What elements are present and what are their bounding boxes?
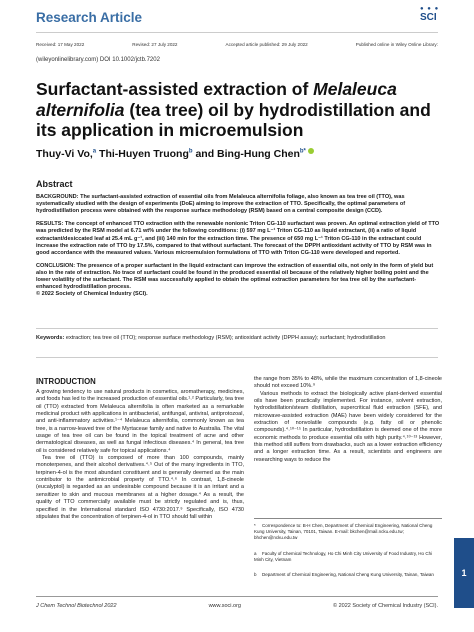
author-list: [36, 148, 314, 160]
revised-date: Revised: 27 July 2022: [132, 42, 178, 47]
author-3: and Bing-Hung Chen: [195, 148, 300, 160]
author-2: Thi-Huyen Truong: [99, 148, 189, 160]
intro-paragraph-2: Tea tree oil (TTO) is composed of more than 100 compounds, mainly monoterpenes, and their alcohol derivatives.⁴˒⁵ Out of the many ingredients in TTO, terpinen-4-ol is the most abundant constituent and is generally deemed as the main contributor to the antimicrobial property of TTO.⁴˒⁶ In contrast, 1,8-cineole (eucalyptol) is regarded as an undesirable compound because it is an irritant and a sensitizer to skin and mucous membranes at a higher dosage.⁴ As a result, the quality of TTO commercially available must be strictly regulated and is, thus, specified in the International standard ISO 4730:2017.⁹ Specifically, ISO 4730 stipulates that the concentration of terpinen-4-ol in TTO should fall within: [36, 455, 244, 520]
footer-copyright: © 2022 Society of Chemical Industry (SCI).: [333, 603, 438, 609]
footnote-text: Faculty of Chemical Technology, Ho Chi Minh City University of Food Industry, Ho Chi Minh City, Vietnam: [254, 551, 433, 562]
article-dates: [36, 42, 438, 47]
author-1-aff[interactable]: a: [92, 148, 97, 155]
title-part-1: Surfactant-assisted extraction of: [36, 79, 314, 99]
logo-dots-icon: ● ● ●: [420, 6, 440, 12]
footnote-text: Department of Chemical Engineering, National Cheng Kung University, Tainan, Taiwan: [262, 572, 434, 577]
article-title: [36, 79, 436, 141]
title-species: Melaleuca alternifolia: [36, 79, 397, 120]
abstract-heading: Abstract: [36, 179, 73, 189]
page-footer: [36, 603, 438, 609]
accepted-date: Accepted article published: 29 July 2022: [225, 42, 308, 47]
intro-right-column: [254, 376, 442, 464]
keywords-label: Keywords:: [36, 335, 65, 341]
footnote-rule: [254, 518, 442, 519]
footer-site[interactable]: www.soci.org: [208, 603, 241, 609]
footnote-symbol: *: [254, 523, 256, 528]
intro-heading: INTRODUCTION: [36, 377, 96, 386]
footnote-correspondence: [254, 523, 442, 541]
abstract-copyright: © 2022 Society of Chemical Industry (SCI).: [36, 291, 148, 298]
header-rule: [36, 32, 438, 33]
footer-rule: [36, 596, 438, 597]
logo-text: SCI: [420, 12, 437, 23]
page-number-tab: 1: [454, 538, 474, 608]
keywords: [36, 335, 440, 342]
footnote-text[interactable]: Correspondence to: B-H Chen, Department of Chemical Engineering, National Cheng Kung University, Tainan, 70101, Taiwan. E-mail: bkchen@mail.ncku.edu.tw; bhchen@ncku.edu.tw: [254, 523, 433, 540]
abstract-background: BACKGROUND: The surfactant-assisted extraction of essential oils from Melaleuca alternifolia foliage, also known as tea tree oil (TTO), was systematically studied with the design of experiments (DoE) aiming to improve the extraction of TTO. Specifically, the optimal parameters of hydrodistillation process were obtained with the response surface methodology (RSM) based on a central composite design (CCD).: [36, 194, 406, 215]
abstract-conclusion: CONCLUSION: The presence of a proper surfactant in the liquid extractant can improve the extraction of essential oils, not only in the form of yield but also in the rate of extraction. No trace of surfactant could be found in the produced essential oil because of the relatively higher boiling point and the lower volatility of the surfactant. The RSM was successfully applied to obtain the optimal extraction parameters for tea tree oil by the surfactant-enhanced hydrodistillation process.: [36, 262, 434, 291]
doi-line[interactable]: (wileyonlinelibrary.com) DOI 10.1002/jctb.7202: [36, 57, 160, 63]
intro-paragraph-1: A growing tendency to use natural products in cosmetics, aromatherapy, medicines, and foods has led to the increased production of essential oils.¹˒² Particularly, tea tree oil (TTO) extracted from Melaleuca alternifolia is often marketed as a remarkable medicinal product with applications in antibacterial, antifungal, antiviral, antiprotozoal, and anti-inflammatory activities.¹⁻⁴ Melaleuca alternifolia, commonly known as tea tree, is a narrow-leaved tree of the Myrtaceae family and native to Australia. The vital usage of tea tree oil can be found in the topical treatment of acne and other dermatological diseases, as well as fungal infectious diseases.⁴ In general, tea tree oil is considered relatively safe for topical applications.⁴: [36, 389, 244, 454]
author-2-aff[interactable]: b: [188, 148, 193, 155]
abstract-results: RESULTS: The concept of enhanced TTO extraction with the renewable nonionic Triton CG-110 surfactant was proven. An optimal extraction yield of TTO was predicted by the RSM model at 6.71 wt% under the following conditions: (i) 597 mg L⁻¹ Triton CG-110 as liquid extractant, (ii) a ratio of liquid extractant/desiccated leaf at 25.4 mL g⁻¹, and (iii) 140 min for the extraction time. The presence of 650 mg L⁻¹ Triton CG-110 in the extractant could increase the extraction rate of TTO by 17.5%, compared to that without surfactant. The forecast of the DPPH antioxidant activity of TTO by RSM was in good accordance with the measured values. Various microemulsion formulations of TTO with Triton CG-110 were developed and reported.: [36, 221, 440, 256]
footnote-affiliation-b: [254, 572, 442, 578]
title-part-2: (tea tree) oil by hydrodistillation and its application in microemulsion: [36, 99, 431, 140]
footnote-symbol: a: [254, 551, 257, 556]
orcid-icon[interactable]: [308, 148, 314, 154]
intro-left-column: [36, 389, 244, 521]
footnote-symbol: b: [254, 572, 257, 577]
author-3-aff[interactable]: b*: [299, 148, 306, 155]
footnote-affiliation-a: [254, 551, 442, 563]
author-1: Thuy-Vi Vo,: [36, 148, 93, 160]
footer-journal: J Chem Technol Biotechnol 2022: [36, 603, 117, 609]
published-date: Published online in Wiley Online Library:: [355, 42, 438, 47]
received-date: Received: 17 May 2022: [36, 42, 85, 47]
sci-logo: [420, 6, 446, 28]
article-type-header: Research Article: [36, 10, 143, 25]
intro-paragraph-4: Various methods to extract the biologically active plant-derived essential oils have been practically implemented. For instance, solvent extraction, hydrodistillation/steam distillation, supercritical fluid extraction (SFE), and microwave-assisted extraction (MAE) have been widely considered for the extraction of nonvolatile compounds (e.g. fatty oil or phenolic compounds).⁴˒¹⁰⁻¹⁵ In particular, hydrodistillation is deemed one of the more economic methods to produce essential oils with high purity.⁴˒¹⁰⁻¹³ However, this method still suffers from drawbacks, such as a lower extraction efficiency and a longer extraction time. As a result, scientists and engineers are researching ways to reduce the: [254, 390, 442, 463]
intro-paragraph-3: the range from 35% to 48%, while the maximum concentration of 1,8-cineole should not exceed 10%.⁹: [254, 376, 442, 390]
abstract-body: [36, 194, 440, 304]
keywords-text: extraction; tea tree oil (TTO); response surface methodology (RSM); antioxidant activity (DPPH assay); surfactant; hydrodistillation: [65, 335, 386, 341]
abstract-rule: [36, 328, 438, 329]
keywords-rule: [36, 357, 438, 358]
